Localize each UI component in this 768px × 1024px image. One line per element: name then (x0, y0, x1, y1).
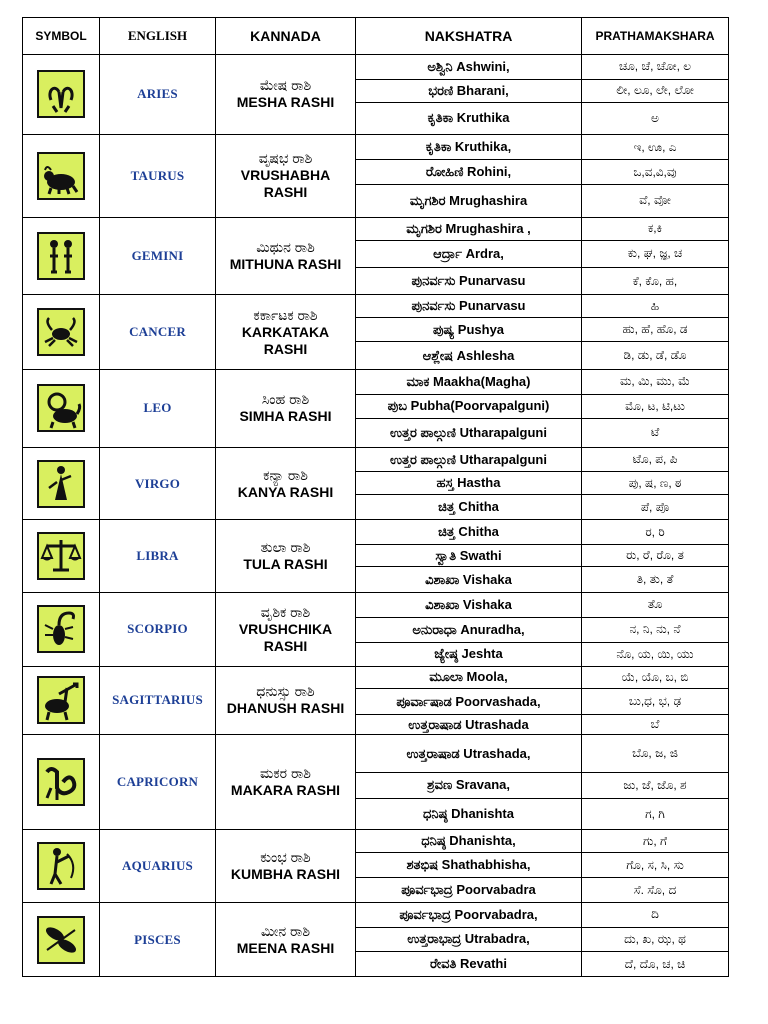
prathamakshara-cell: ಒ,ವ,ವಿ,ವು (582, 160, 729, 185)
sign-row (23, 593, 729, 618)
sign-rashi-name: KUMBHA RASHI (230, 866, 341, 883)
sign-kannada-cell (216, 447, 356, 520)
nakshatra-cell: ಹಸ್ತ Hastha (356, 472, 582, 495)
nakshatra-cell: ಧನಿಷ್ಠ Dhanishta (356, 798, 582, 830)
nakshatra-cell: ಶತಭಿಷ Shathabhisha, (356, 852, 582, 878)
nakshatra-cell: ಕೃತಿಕಾ Kruthika, (356, 134, 582, 160)
nakshatra-cell: ಉತ್ತರ ಪಾಲ್ಗುಣಿ Utharapalguni (356, 447, 582, 472)
sign-kannada-name: ಮಕರ ರಾಶಿ (260, 765, 311, 782)
sign-row (23, 666, 729, 689)
nakshatra-cell: ಮೂಲಾ Moola, (356, 666, 582, 689)
nakshatra-cell: ಉತ್ತರಾಷಾಡ Utrashada (356, 714, 582, 734)
sign-kannada-name: ತುಲಾ ರಾಶಿ (260, 539, 311, 556)
sign-row (23, 520, 729, 545)
prathamakshara-cell: ಟೆ (582, 419, 729, 448)
symbol-cell (23, 593, 100, 667)
prathamakshara-cell: ವೆ, ವೋ (582, 184, 729, 217)
sign-rashi-name: DHANUSH RASHI (226, 700, 345, 717)
prathamakshara-cell: ಡಿ, ಡು, ಡೆ, ಡೊ (582, 342, 729, 370)
sign-kannada-cell (216, 735, 356, 830)
symbol-cell (23, 295, 100, 370)
nakshatra-cell: ಚಿತ್ತ Chitha (356, 520, 582, 545)
sign-kannada-name: ಮಿಥುನ ರಾಶಿ (256, 239, 315, 256)
sign-english-name: CAPRICORN (100, 735, 216, 830)
symbol-cell (23, 666, 100, 735)
virgo-icon (37, 460, 85, 508)
nakshatra-cell: ಜ್ಯೇಷ್ಠ Jeshta (356, 643, 582, 667)
symbol-cell (23, 447, 100, 520)
nakshatra-cell: ಪುನರ್ವಸು Punarvasu (356, 295, 582, 318)
taurus-icon (37, 152, 85, 200)
prathamakshara-cell: ರು, ರೆ, ರೊ, ತ (582, 544, 729, 567)
prathamakshara-cell: ಬೊ, ಜ, ಜಿ (582, 735, 729, 773)
cancer-icon (37, 308, 85, 356)
sign-rashi-name: MESHA RASHI (236, 94, 335, 111)
sign-kannada-name: ಕನ್ಯಾ ರಾಶಿ (263, 466, 308, 483)
prathamakshara-cell: ಗೊ, ಸ, ಸಿ, ಸು (582, 852, 729, 878)
sign-kannada-cell (216, 55, 356, 135)
prathamakshara-cell: ಜು, ಜೆ, ಜೊ, ಶ (582, 773, 729, 799)
symbol-cell (23, 370, 100, 448)
sign-english-name: TAURUS (100, 134, 216, 217)
sagittarius-icon (37, 676, 85, 724)
sign-english-name: GEMINI (100, 217, 216, 295)
prathamakshara-cell: ಮ, ಮಿ, ಮು, ಮೆ (582, 370, 729, 395)
sign-row (23, 134, 729, 160)
sign-english-name: PISCES (100, 903, 216, 977)
nakshatra-cell: ಉತ್ತರಾಷಾಡ Utrashada, (356, 735, 582, 773)
header-nakshatra: NAKSHATRA (356, 18, 582, 55)
nakshatra-cell: ಧನಿಷ್ಠ Dhanishta, (356, 830, 582, 853)
prathamakshara-cell: ಅ (582, 103, 729, 135)
sign-rashi-name: KARKATAKA RASHI (241, 323, 330, 357)
prathamakshara-cell: ಲೀ, ಲೂ, ಲೇ, ಲೋ (582, 79, 729, 103)
prathamakshara-cell: ಕೆ, ಕೊ, ಹ, (582, 267, 729, 295)
scorpio-icon (37, 605, 85, 653)
nakshatra-cell: ಪುಷ್ಯ Pushya (356, 317, 582, 342)
sign-kannada-cell (216, 295, 356, 370)
header-symbol: SYMBOL (23, 18, 100, 55)
sign-row (23, 295, 729, 318)
prathamakshara-cell: ಟೊ, ಪ, ಪಿ (582, 447, 729, 472)
prathamakshara-cell: ರ, ರಿ (582, 520, 729, 545)
prathamakshara-cell: ತೊ (582, 593, 729, 618)
sign-kannada-cell (216, 666, 356, 735)
sign-english-name: AQUARIUS (100, 830, 216, 903)
sign-kannada-name: ಮೇಷ ರಾಶಿ (259, 77, 312, 94)
nakshatra-cell: ಪುಬ Pubha(Poorvapalguni) (356, 394, 582, 419)
gemini-icon (37, 232, 85, 280)
aries-icon (37, 70, 85, 118)
symbol-cell (23, 830, 100, 903)
prathamakshara-cell: ಸೆ. ಸೊ, ದ (582, 878, 729, 903)
nakshatra-cell: ವಿಶಾಖಾ Vishaka (356, 593, 582, 618)
sign-kannada-name: ಕರ್ಕಾಟಕ ರಾಶಿ (253, 306, 318, 323)
prathamakshara-cell: ಮೊ, ಟ, ಟಿ,ಟು (582, 394, 729, 419)
sign-kannada-name: ಸಿಂಹ ರಾಶಿ (261, 391, 310, 408)
symbol-cell (23, 903, 100, 977)
symbol-cell (23, 55, 100, 135)
sign-row (23, 735, 729, 773)
prathamakshara-cell: ಹು, ಹೆ, ಹೊ, ಡ (582, 317, 729, 342)
nakshatra-cell: ಮಾಕ Maakha(Magha) (356, 370, 582, 395)
nakshatra-cell: ಪೂರ್ವಭಾದ್ರ Poorvabadra (356, 878, 582, 903)
nakshatra-cell: ಮೃಗಶಿರ Mrughashira , (356, 217, 582, 241)
nakshatra-cell: ಅನುರಾಧಾ Anuradha, (356, 617, 582, 643)
aquarius-icon (37, 842, 85, 890)
sign-kannada-cell (216, 903, 356, 977)
nakshatra-cell: ಆರ್ದ್ರಾ Ardra, (356, 241, 582, 268)
libra-icon (37, 532, 85, 580)
prathamakshara-cell: ಪು, ಷ, ಣ, ಠ (582, 472, 729, 495)
nakshatra-cell: ಶ್ರವಣ Sravana, (356, 773, 582, 799)
sign-row (23, 830, 729, 853)
symbol-cell (23, 735, 100, 830)
sign-rashi-name: SIMHA RASHI (239, 408, 332, 425)
sign-english-name: VIRGO (100, 447, 216, 520)
sign-rashi-name: TULA RASHI (243, 556, 328, 573)
sign-kannada-cell (216, 134, 356, 217)
prathamakshara-cell: ಯೆ, ಯೊ, ಬ, ಬಿ (582, 666, 729, 689)
sign-rashi-name: MEENA RASHI (236, 939, 335, 956)
prathamakshara-cell: ಕು, ಘ, ಜ್ಞ, ಚ (582, 241, 729, 268)
sign-rashi-name: VRUSHABHA RASHI (240, 167, 331, 201)
prathamakshara-cell: ದಿ (582, 903, 729, 928)
prathamakshara-cell: ದೆ, ದೊ, ಚ, ಚಿ (582, 952, 729, 977)
nakshatra-cell: ರೇವತಿ Revathi (356, 952, 582, 977)
sign-kannada-name: ಧನುಸ್ಸು ರಾಶಿ (256, 683, 315, 700)
header-kannada: KANNADA (216, 18, 356, 55)
sign-rashi-name: KANYA RASHI (237, 483, 334, 500)
symbol-cell (23, 217, 100, 295)
nakshatra-cell: ಆಶ್ಲೇಷ Ashlesha (356, 342, 582, 370)
sign-english-name: ARIES (100, 55, 216, 135)
sign-kannada-cell (216, 593, 356, 667)
sign-english-name: LIBRA (100, 520, 216, 593)
nakshatra-cell: ಪೂರ್ವಭಾದ್ರ Poorvabadra, (356, 903, 582, 928)
nakshatra-cell: ಉತ್ತರಾಭಾದ್ರ Utrabadra, (356, 927, 582, 952)
sign-row (23, 903, 729, 928)
sign-kannada-name: ಮೀನ ರಾಶಿ (260, 922, 311, 939)
prathamakshara-cell: ಗು, ಗೆ (582, 830, 729, 853)
nakshatra-cell: ರೋಹಿಣಿ Rohini, (356, 160, 582, 185)
pisces-icon (37, 916, 85, 964)
nakshatra-cell: ಅಶ್ವಿನಿ Ashwini, (356, 55, 582, 80)
nakshatra-cell: ಪೂರ್ವಾಷಾಡ Poorvashada, (356, 689, 582, 715)
nakshatra-cell: ವಿಶಾಖಾ Vishaka (356, 567, 582, 593)
prathamakshara-cell: ಪೆ, ಪೊ (582, 494, 729, 520)
nakshatra-cell: ಉತ್ತರ ಪಾಲ್ಗುಣಿ Utharapalguni (356, 419, 582, 448)
nakshatra-cell: ಮೃಗಶಿರ Mrughashira (356, 184, 582, 217)
sign-rashi-name: VRUSHCHIKA RASHI (238, 620, 333, 654)
sign-kannada-cell (216, 520, 356, 593)
sign-kannada-cell (216, 217, 356, 295)
sign-kannada-cell (216, 830, 356, 903)
prathamakshara-cell: ಬು,ಧ, ಭ, ಢ (582, 689, 729, 715)
prathamakshara-cell: ಕ,ಕಿ (582, 217, 729, 241)
sign-row (23, 370, 729, 395)
sign-row (23, 447, 729, 472)
nakshatra-cell: ಸ್ವಾತಿ Swathi (356, 544, 582, 567)
prathamakshara-cell: ಗ, ಗಿ (582, 798, 729, 830)
header-prathamakshara: PRATHAMAKSHARA (582, 18, 729, 55)
sign-kannada-name: ವೃಷಭ ರಾಶಿ (258, 150, 313, 167)
sign-english-name: LEO (100, 370, 216, 448)
prathamakshara-cell: ತಿ, ತು, ತೆ (582, 567, 729, 593)
nakshatra-cell: ಚಿತ್ತ Chitha (356, 494, 582, 520)
prathamakshara-cell: ಬೆ (582, 714, 729, 734)
leo-icon (37, 384, 85, 432)
sign-kannada-cell (216, 370, 356, 448)
sign-english-name: CANCER (100, 295, 216, 370)
sign-kannada-name: ಕುಂಭ ರಾಶಿ (260, 849, 311, 866)
sign-kannada-name: ವೃಶಿಕ ರಾಶಿ (260, 603, 311, 620)
sign-row (23, 217, 729, 241)
sign-english-name: SCORPIO (100, 593, 216, 667)
capricorn-icon (37, 758, 85, 806)
header-english: ENGLISH (100, 18, 216, 55)
zodiac-table (22, 17, 729, 977)
sign-row (23, 55, 729, 80)
sign-rashi-name: MITHUNA RASHI (229, 256, 342, 273)
prathamakshara-cell: ಚೂ, ಚೆ, ಚೋ, ಲ (582, 55, 729, 80)
nakshatra-cell: ಭರಣಿ Bharani, (356, 79, 582, 103)
sign-rashi-name: MAKARA RASHI (230, 782, 341, 799)
prathamakshara-cell: ಹಿ (582, 295, 729, 318)
nakshatra-cell: ಪುನರ್ವಸು Punarvasu (356, 267, 582, 295)
prathamakshara-cell: ದು, ಖ, ಝ, ಥ (582, 927, 729, 952)
prathamakshara-cell: ಇ, ಊ, ಎ (582, 134, 729, 160)
symbol-cell (23, 134, 100, 217)
nakshatra-cell: ಕೃತಿಕಾ Kruthika (356, 103, 582, 135)
symbol-cell (23, 520, 100, 593)
sign-english-name: SAGITTARIUS (100, 666, 216, 735)
prathamakshara-cell: ನ, ನಿ, ನು, ನೆ (582, 617, 729, 643)
prathamakshara-cell: ನೊ, ಯ, ಯಿ, ಯು (582, 643, 729, 667)
